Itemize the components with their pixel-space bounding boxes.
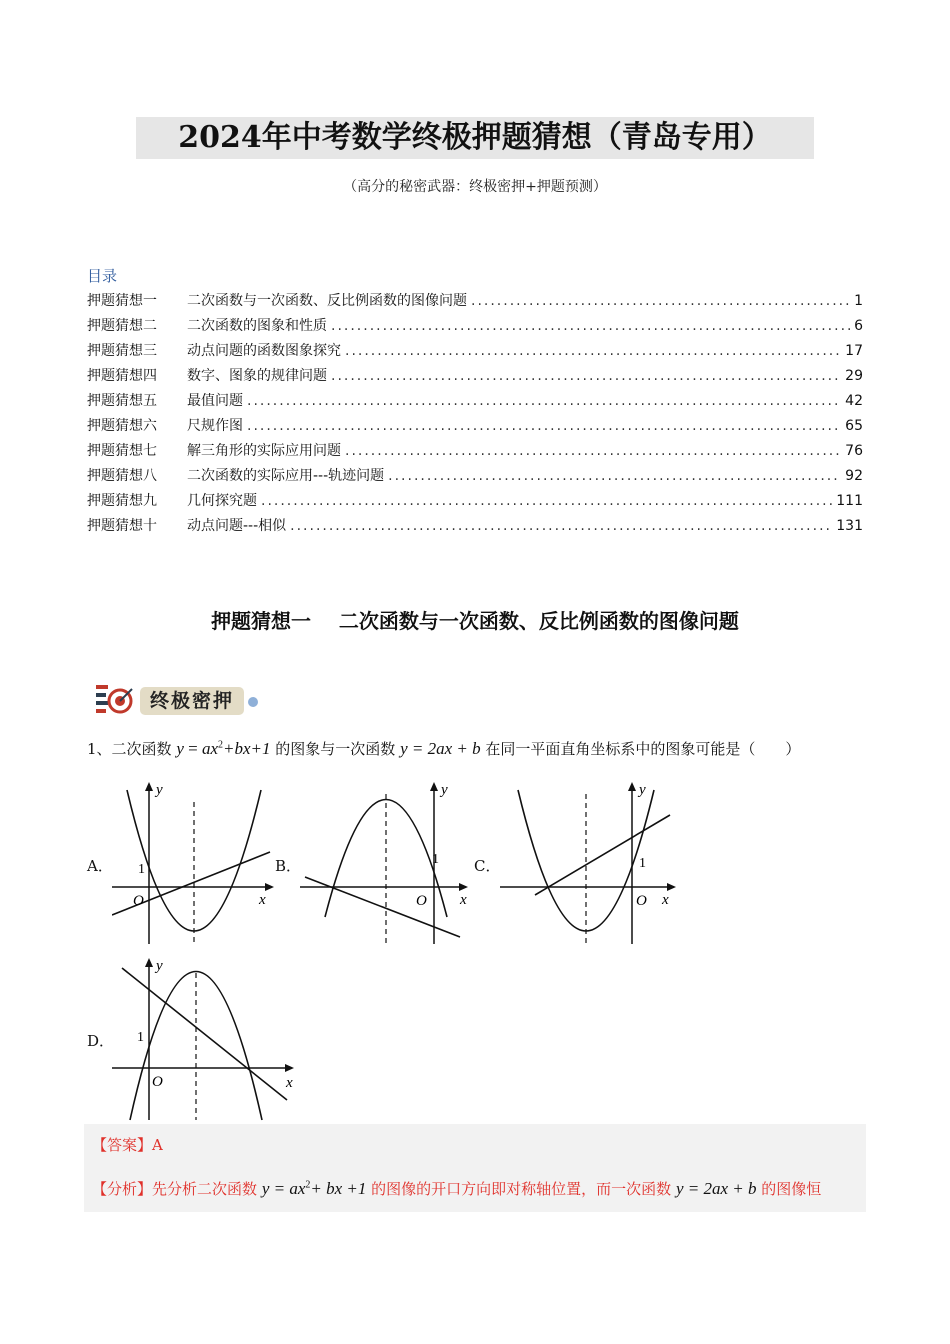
y-axis-arrow-icon bbox=[145, 958, 153, 967]
toc-entry-10[interactable] bbox=[87, 515, 863, 540]
y-axis-label: y bbox=[156, 782, 163, 798]
toc-entry-label: 押题猜想八 bbox=[87, 468, 157, 484]
toc-entry-label: 押题猜想五 bbox=[87, 393, 157, 409]
toc-entry-label: 押题猜想七 bbox=[87, 443, 157, 459]
toc-entry-text: 几何探究题 bbox=[187, 493, 257, 509]
toc-entry-text: 解三角形的实际应用问题 bbox=[187, 443, 341, 459]
toc-leader-dots bbox=[345, 343, 841, 359]
toc-entry-page: 29 bbox=[845, 368, 863, 384]
toc-leader-dots bbox=[247, 393, 841, 409]
toc-entry-1[interactable] bbox=[87, 290, 863, 315]
intercept-one-label: 1 bbox=[639, 856, 646, 871]
toc-entry-page: 92 bbox=[845, 468, 863, 484]
section-banner bbox=[94, 681, 264, 721]
toc-entry-5[interactable] bbox=[87, 390, 863, 415]
toc-entry-text: 最值问题 bbox=[187, 393, 243, 409]
toc-entry-page: 6 bbox=[854, 318, 863, 334]
toc-entry-text: 数字、图象的规律问题 bbox=[187, 368, 327, 384]
document-subtitle: （高分的秘密武器：终极密押+押题预测） bbox=[343, 179, 607, 195]
toc-entry-label: 押题猜想九 bbox=[87, 493, 157, 509]
analysis-linear: y = 2ax + b bbox=[675, 1179, 757, 1198]
toc-leader-dots bbox=[345, 443, 841, 459]
toc-entry-page: 111 bbox=[836, 493, 863, 509]
toc-leader-dots bbox=[331, 368, 841, 384]
toc-entry-4[interactable] bbox=[87, 365, 863, 390]
section-title: 押题猜想一 二次函数与一次函数、反比例函数的图像问题 bbox=[211, 609, 739, 633]
question-prefix: 1、二次函数 bbox=[87, 740, 172, 758]
option-b-graph bbox=[300, 772, 472, 947]
toc-entry-text: 二次函数的图象和性质 bbox=[187, 318, 327, 334]
x-axis-arrow-icon bbox=[667, 883, 676, 891]
toc-entry-text: 二次函数与一次函数、反比例函数的图像问题 bbox=[187, 293, 467, 309]
toc-entry-text: 动点问题的函数图象探究 bbox=[187, 343, 341, 359]
y-axis-label: y bbox=[639, 782, 646, 798]
analysis-line bbox=[92, 1178, 821, 1199]
intercept-one-label: 1 bbox=[137, 1030, 144, 1045]
toc-entry-9[interactable] bbox=[87, 490, 863, 515]
linear-line bbox=[122, 968, 287, 1100]
toc-entry-page: 17 bbox=[845, 343, 863, 359]
toc-entry-label: 押题猜想六 bbox=[87, 418, 157, 434]
toc-entry-page: 76 bbox=[845, 443, 863, 459]
toc-entry-label: 押题猜想二 bbox=[87, 318, 157, 334]
document-title: 2024年中考数学终极押题猜想（青岛专用） bbox=[136, 117, 814, 159]
y-axis-arrow-icon bbox=[145, 782, 153, 791]
origin-label: O bbox=[133, 893, 144, 909]
y-axis-label: y bbox=[156, 958, 163, 974]
toc-entry-page: 42 bbox=[845, 393, 863, 409]
analysis-prefix: 先分析二次函数 bbox=[152, 1180, 258, 1198]
analysis-quad-rest: + bx +1 bbox=[310, 1179, 367, 1198]
option-d-graph bbox=[112, 948, 307, 1123]
answer-label: 【答案】 bbox=[92, 1136, 153, 1154]
origin-label: O bbox=[636, 893, 647, 909]
option-b-label[interactable]: B． bbox=[275, 857, 302, 875]
x-axis-arrow-icon bbox=[459, 883, 468, 891]
quad-eq: = bbox=[188, 739, 198, 758]
x-axis-arrow-icon bbox=[285, 1064, 294, 1072]
linear-expression: y = 2ax + b bbox=[400, 739, 481, 758]
option-c-label[interactable]: C． bbox=[474, 857, 501, 875]
quad-exp: 2 bbox=[218, 739, 224, 751]
toc-leader-dots bbox=[247, 418, 841, 434]
answer-box bbox=[84, 1124, 866, 1212]
analysis-quad-exp: 2 bbox=[305, 1179, 311, 1191]
toc-entry-label: 押题猜想三 bbox=[87, 343, 157, 359]
x-axis-label: x bbox=[662, 892, 669, 908]
origin-label: O bbox=[152, 1074, 163, 1090]
toc-leader-dots bbox=[261, 493, 832, 509]
intercept-one-label: 1 bbox=[138, 862, 145, 877]
toc-leader-dots bbox=[388, 468, 841, 484]
toc-leader-dots bbox=[290, 518, 832, 534]
y-axis-arrow-icon bbox=[628, 782, 636, 791]
analysis-quadratic bbox=[262, 1179, 367, 1198]
toc-heading: 目录 bbox=[87, 267, 118, 285]
intercept-one-label: 1 bbox=[432, 852, 439, 867]
banner-dot bbox=[248, 697, 258, 707]
question-suffix: 在同一平面直角坐标系中的图象可能是（ ） bbox=[485, 740, 801, 758]
question-1 bbox=[87, 738, 800, 759]
quad-rest: +bx+1 bbox=[223, 739, 271, 758]
toc-entry-page: 131 bbox=[836, 518, 863, 534]
x-axis-label: x bbox=[259, 892, 266, 908]
toc-entry-text: 动点问题---相似 bbox=[187, 518, 287, 534]
y-axis-label: y bbox=[441, 782, 448, 798]
toc-entry-label: 押题猜想一 bbox=[87, 293, 157, 309]
analysis-suffix: 的图像恒 bbox=[761, 1180, 822, 1198]
analysis-quad-main: y = ax bbox=[261, 1179, 306, 1198]
answer-value: A bbox=[152, 1136, 163, 1154]
toc-entry-label: 押题猜想四 bbox=[87, 368, 157, 384]
toc-entry-page: 65 bbox=[845, 418, 863, 434]
toc-entry-text: 尺规作图 bbox=[187, 418, 243, 434]
quadratic-expression bbox=[176, 739, 270, 758]
option-a-label[interactable]: A． bbox=[87, 857, 113, 875]
answer-line bbox=[92, 1134, 163, 1155]
x-axis-label: x bbox=[460, 892, 467, 908]
x-axis-label: x bbox=[286, 1075, 293, 1091]
analysis-label: 【分析】 bbox=[92, 1180, 153, 1198]
toc-entry-6[interactable] bbox=[87, 415, 863, 440]
toc-entry-text: 二次函数的实际应用---轨迹问题 bbox=[187, 468, 385, 484]
toc-entry-label: 押题猜想十 bbox=[87, 518, 157, 534]
question-middle: 的图象与一次函数 bbox=[275, 740, 396, 758]
quad-y: y bbox=[176, 739, 184, 758]
table-of-contents bbox=[87, 290, 863, 540]
toc-entry-3[interactable] bbox=[87, 340, 863, 365]
option-d-label[interactable]: D． bbox=[87, 1032, 115, 1050]
toc-entry-page: 1 bbox=[854, 293, 863, 309]
toc-leader-dots bbox=[331, 318, 850, 334]
banner-label: 终极密押 bbox=[140, 687, 244, 715]
toc-entry-7[interactable] bbox=[87, 440, 863, 465]
banner-target-icon bbox=[94, 681, 134, 721]
option-c-graph bbox=[500, 772, 682, 947]
linear-line bbox=[535, 815, 670, 895]
option-a-graph bbox=[112, 772, 282, 947]
analysis-middle: 的图像的开口方向即对称轴位置，而一次函数 bbox=[371, 1180, 672, 1198]
y-axis-arrow-icon bbox=[430, 782, 438, 791]
x-axis-arrow-icon bbox=[265, 883, 274, 891]
toc-leader-dots bbox=[471, 293, 850, 309]
quad-a: ax bbox=[201, 739, 219, 758]
toc-entry-8[interactable] bbox=[87, 465, 863, 490]
origin-label: O bbox=[416, 893, 427, 909]
toc-entry-2[interactable] bbox=[87, 315, 863, 340]
